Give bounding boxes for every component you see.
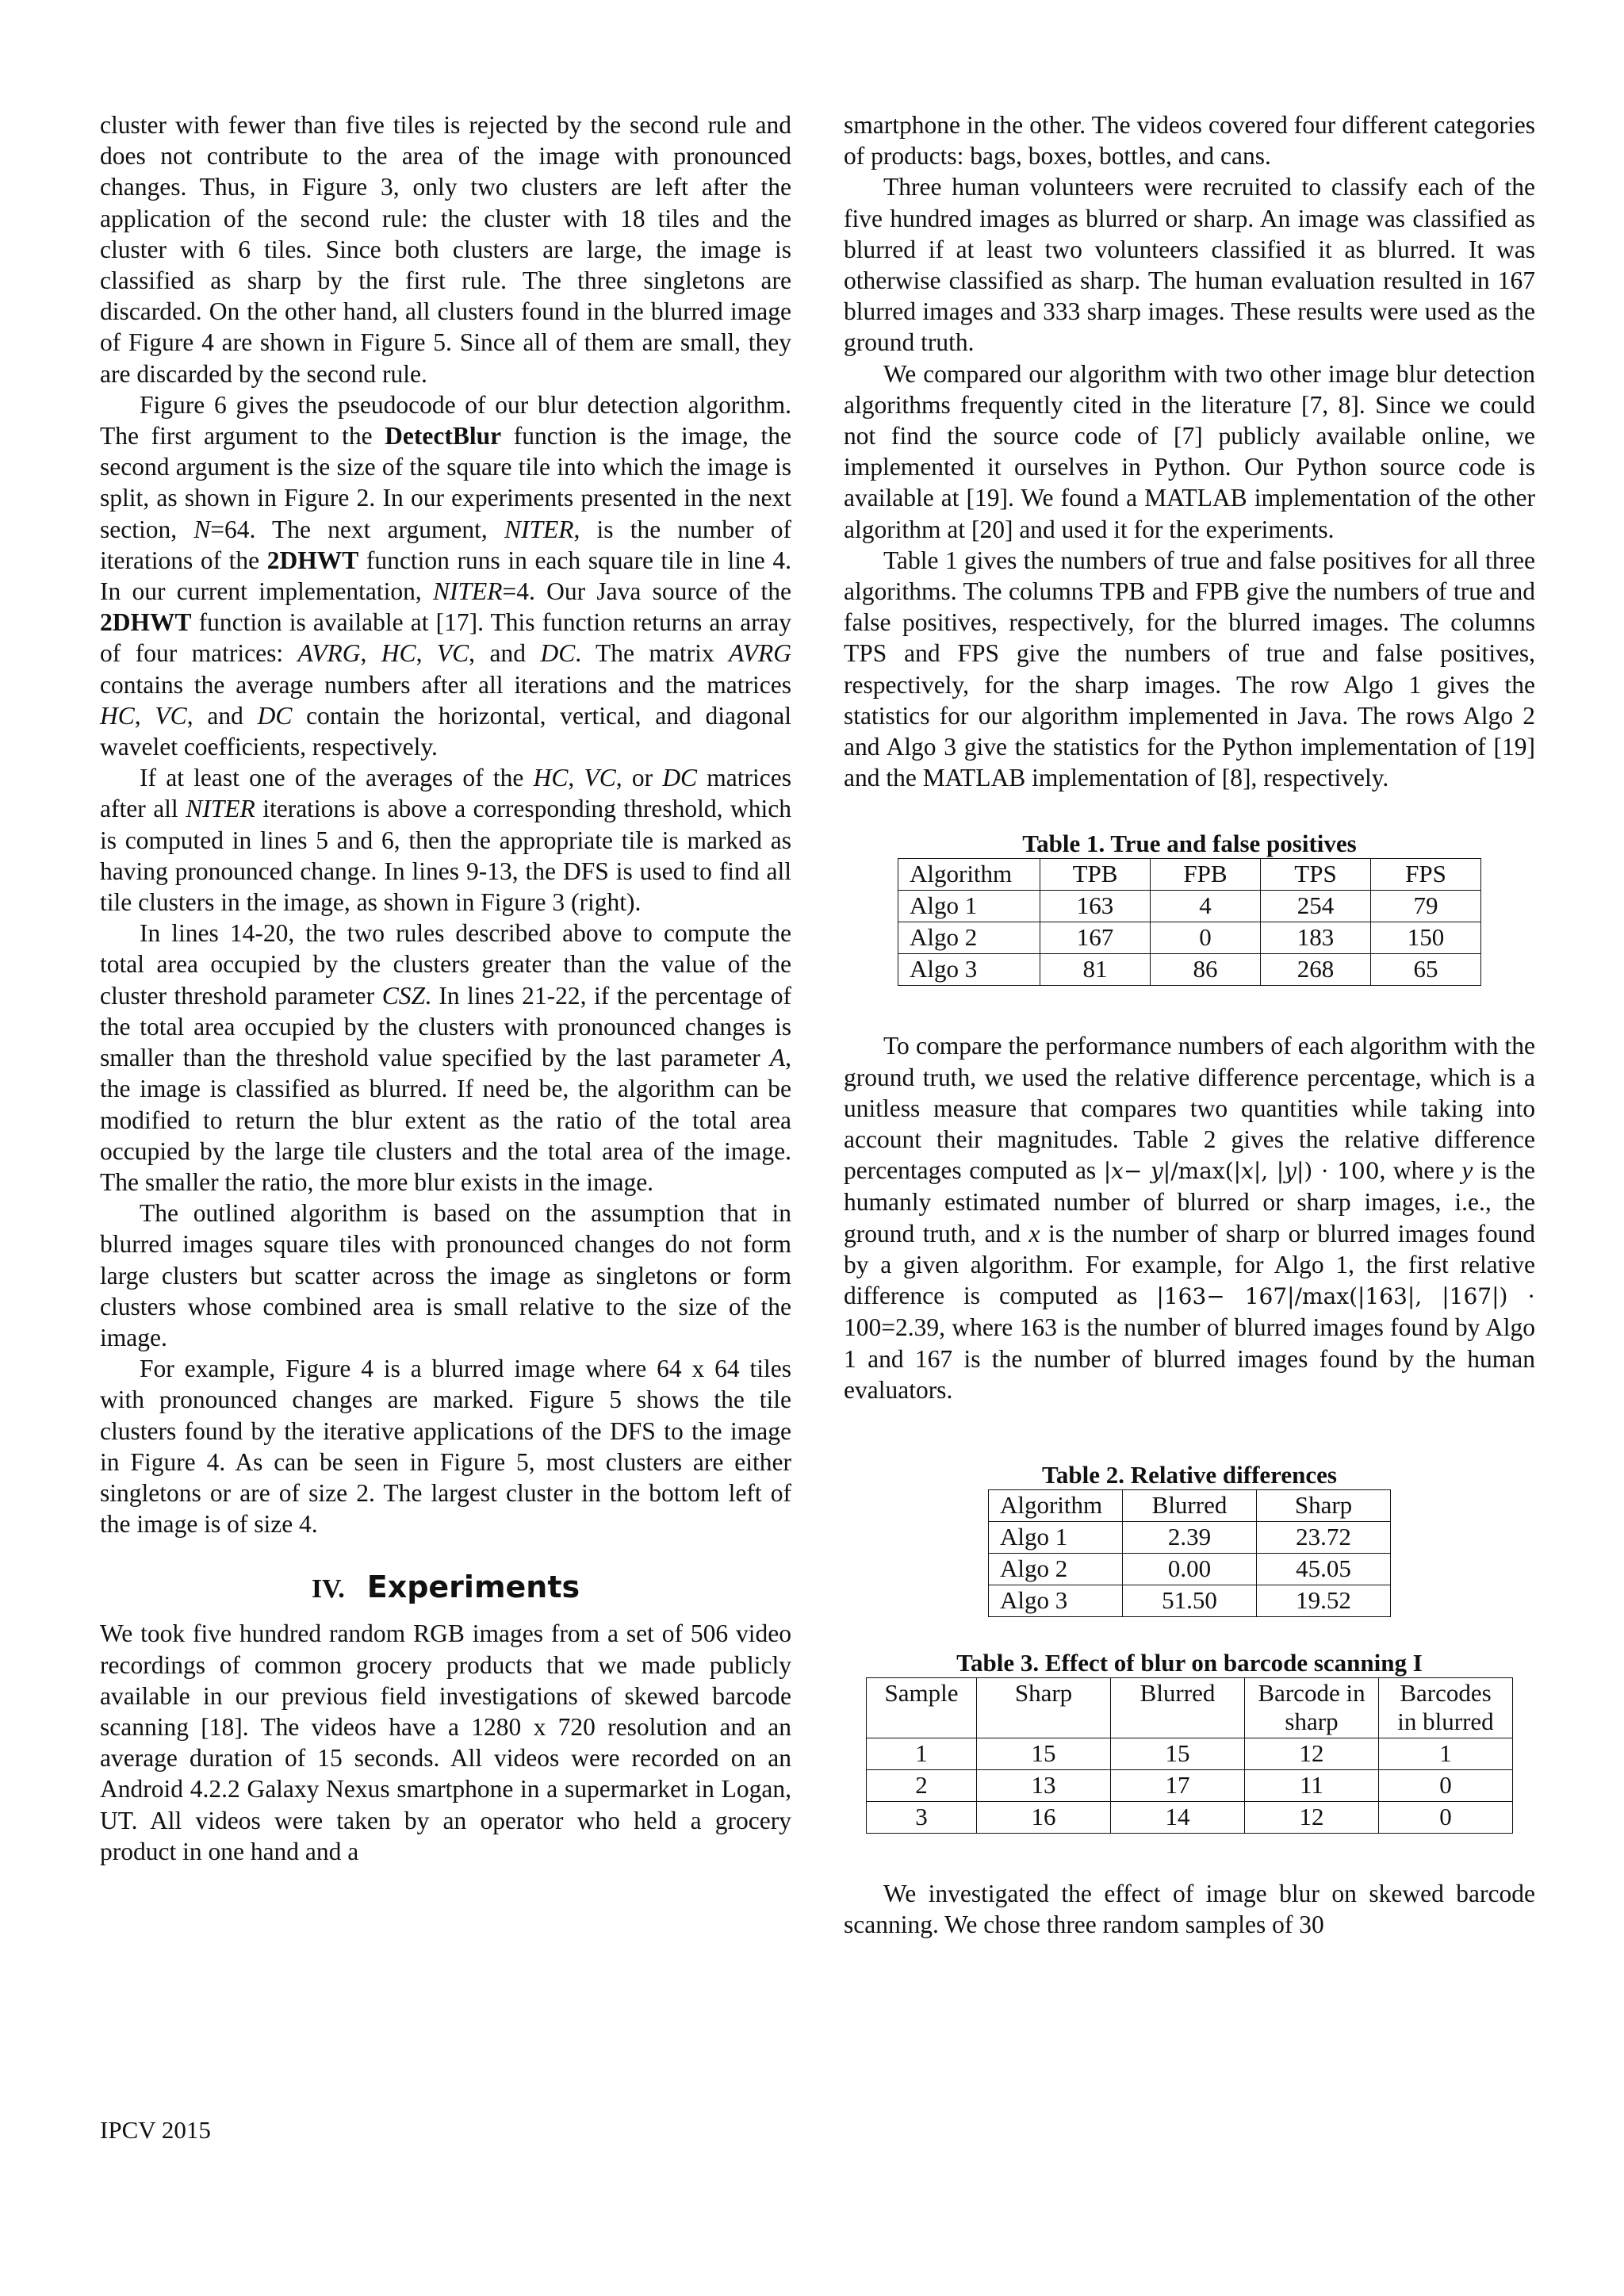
paragraph: If at least one of the averages of the HC, VC, or DC matrices after all NITER iterations is above a corresponding threshold, which is computed in lines 5 and 6, then the appropriate tile is marked as having pronounced change. In lines 9-13, the DFS is used to find all tile clusters in the image, as shown in Figure 3 (right). <box>100 764 792 917</box>
table-3 <box>844 1649 1535 1834</box>
table-row <box>898 922 1481 954</box>
table-header: TPS <box>1261 859 1371 891</box>
data-table <box>988 1489 1391 1617</box>
table-header: Sharp <box>1257 1489 1391 1521</box>
table-cell: 15 <box>1111 1738 1245 1769</box>
table-header: FPS <box>1371 859 1481 891</box>
paragraph: cluster with fewer than five tiles is rejected by the second rule and does not contribute to the area of the image with pronounced changes. Thus, in Figure 3, only two clusters are left after the application of the second rule: the cluster with 18 tiles and the cluster with 6 tiles. Since both clusters are large, the image is classified as sharp by the first rule. The three singletons are discarded. On the other hand, all clusters found in the blurred image of Figure 4 are shown in Figure 5. Since all of them are small, they are discarded by the second rule. <box>100 111 791 388</box>
table-cell: 19.52 <box>1257 1585 1391 1616</box>
table-cell: 150 <box>1371 922 1481 954</box>
table-header-row <box>867 1677 1513 1738</box>
table-cell: 86 <box>1151 954 1261 986</box>
table-caption: Table 2. Relative differences <box>1042 1460 1337 1489</box>
table-header: Sharp <box>977 1677 1111 1738</box>
table-cell: 167 <box>1040 922 1151 954</box>
paragraph: Three human volunteers were recruited to classify each of the five hundred images as blurred or sharp. An image was classified as blurred if at least two volunteers classified it as blurred. It was otherwise classified as sharp. The human evaluation resulted in 167 blurred images and 333 sharp images. These results were used as the ground truth. <box>844 173 1535 357</box>
table-header-row <box>989 1489 1391 1521</box>
table-cell: 14 <box>1111 1801 1245 1833</box>
paragraph: smartphone in the other. The videos covered four different categories of products: bags, boxes, bottles, and cans. <box>844 111 1535 171</box>
right-column <box>844 109 1535 1940</box>
section-number: IV. <box>311 1574 345 1604</box>
table-cell: 4 <box>1151 891 1261 922</box>
table-cell: Algo 1 <box>989 1521 1123 1553</box>
table-row <box>867 1801 1513 1833</box>
table-header-row <box>898 859 1481 891</box>
paragraph: To compare the performance numbers of each algorithm with the ground truth, we used the relative difference percentage, which is a unitless measure that compares two quantities while taking into account their magnitudes. Table 2 gives the relative difference percentages computed as |𝑥− 𝑦|/max(|𝑥|, |𝑦|) ⋅ 100, where y is the humanly estimated number of blurred or sharp images, i.e., the ground truth, and x is the number of sharp or blurred images found by a given algorithm. For example, for Algo 1, the first relative difference is computed as |163− 167|/max(|163|, |167|) ⋅ 100=2.39, where 163 is the number of blurred images found by Algo 1 and 167 is the number of blurred images found by the human evaluators. <box>844 1032 1536 1404</box>
table-cell: 51.50 <box>1123 1585 1257 1616</box>
table-row <box>867 1738 1513 1769</box>
table-cell: 79 <box>1371 891 1481 922</box>
table-cell: 11 <box>1245 1769 1379 1801</box>
table-2 <box>844 1461 1535 1617</box>
table-header: Blurred <box>1123 1489 1257 1521</box>
table-row <box>867 1769 1513 1801</box>
table-cell: 163 <box>1040 891 1151 922</box>
table-cell: 12 <box>1245 1801 1379 1833</box>
table-row <box>898 954 1481 986</box>
paragraph: We took five hundred random RGB images from a set of 506 video recordings of common grocery products that we made publicly available in our previous field investigations of skewed barcode scanning [18]. The videos have a 1280 x 720 resolution and an average duration of 15 seconds. All videos were recorded on an Android 4.2.2 Galaxy Nexus smartphone in a supermarket in Logan, UT. All videos were taken by an operator who held a grocery product in one hand and a <box>100 1619 791 1865</box>
table-header: Algorithm <box>989 1489 1123 1521</box>
table-cell: Algo 1 <box>898 891 1040 922</box>
paragraph: For example, Figure 4 is a blurred image where 64 x 64 tiles with pronounced changes are marked. Figure 5 shows the tile clusters found by the iterative applications of the DFS to the image in Figure 4. As can be seen in Figure 5, most clusters are either singletons or are of size 2. The largest cluster in the bottom left of the image is of size 4. <box>100 1355 791 1539</box>
table-cell: 1 <box>867 1738 977 1769</box>
table-row <box>989 1585 1391 1616</box>
paragraph: Figure 6 gives the pseudocode of our blur detection algorithm. The first argument to the DetectBlur function is the image, the second argument is the size of the square tile into which the image is split, as shown in Figure 2. In our experiments presented in the next section, N=64. The next argument, NITER, is the number of iterations of the 2DHWT function runs in each square tile in line 4. In our current implementation, NITER=4. Our Java source of the 2DHWT function is available at [17]. This function returns an array of four matrices: AVRG, HC, VC, and DC. The matrix AVRG contains the average numbers after all iterations and the matrices HC, VC, and DC contain the horizontal, vertical, and diagonal wavelet coefficients, respectively. <box>100 390 792 761</box>
table-row <box>989 1553 1391 1585</box>
section-heading <box>100 1570 791 1607</box>
table-header: Sample <box>867 1677 977 1738</box>
table-cell: Algo 2 <box>898 922 1040 954</box>
table-caption: Table 1. True and false positives <box>1022 830 1357 858</box>
table-cell: 3 <box>867 1801 977 1833</box>
table-cell: Algo 3 <box>898 954 1040 986</box>
table-cell: 183 <box>1261 922 1371 954</box>
table-cell: Algo 2 <box>989 1553 1123 1585</box>
table-cell: 16 <box>977 1801 1111 1833</box>
table-cell: Algo 3 <box>989 1585 1123 1616</box>
left-column <box>100 109 791 1867</box>
table-cell: 0 <box>1151 922 1261 954</box>
table-header: FPB <box>1151 859 1261 891</box>
table-cell: 45.05 <box>1257 1553 1391 1585</box>
data-table <box>898 858 1481 986</box>
table-row <box>898 891 1481 922</box>
paragraph: Table 1 gives the numbers of true and false positives for all three algorithms. The columns TPB and FPB give the numbers of true and false positives, respectively, for the blurred images. The columns TPS and FPS give the numbers of true and false positives, respectively, for the sharp images. The row Algo 1 gives the statistics for our algorithm implemented in Java. The rows Algo 2 and Algo 3 give the statistics for the Python implementation of [19] and the MATLAB implementation of [8], respectively. <box>844 546 1535 792</box>
table-header: Algorithm <box>898 859 1040 891</box>
table-cell: 2 <box>867 1769 977 1801</box>
table-cell: 15 <box>977 1738 1111 1769</box>
table-cell: 268 <box>1261 954 1371 986</box>
table-cell: 81 <box>1040 954 1151 986</box>
table-1 <box>844 830 1535 986</box>
table-cell: 13 <box>977 1769 1111 1801</box>
table-cell: 2.39 <box>1123 1521 1257 1553</box>
table-cell: 1 <box>1379 1738 1513 1769</box>
section-title: Experiments <box>366 1570 580 1605</box>
table-cell: 0.00 <box>1123 1553 1257 1585</box>
table-row <box>989 1521 1391 1553</box>
table-cell: 23.72 <box>1257 1521 1391 1553</box>
table-cell: 0 <box>1379 1801 1513 1833</box>
page-footer: IPCV 2015 <box>100 2116 211 2144</box>
table-header: Barcodes in blurred <box>1379 1677 1513 1738</box>
table-header: TPB <box>1040 859 1151 891</box>
paragraph: We investigated the effect of image blur on skewed barcode scanning. We chose three random samples of 30 <box>844 1879 1535 1939</box>
table-header: Blurred <box>1111 1677 1245 1738</box>
paragraph: The outlined algorithm is based on the assumption that in blurred images square tiles with pronounced changes do not form large clusters but scatter across the image as singletons or form clusters whose combined area is small relative to the size of the image. <box>100 1199 791 1351</box>
paragraph: We compared our algorithm with two other image blur detection algorithms frequently cited in the literature [7, 8]. Since we could not find the source code of [7] publicly available online, we implemented it ourselves in Python. Our Python source code is available at [19]. We found a MATLAB implementation of the other algorithm at [20] and used it for the experiments. <box>844 359 1535 543</box>
table-cell: 254 <box>1261 891 1371 922</box>
table-cell: 65 <box>1371 954 1481 986</box>
table-cell: 0 <box>1379 1769 1513 1801</box>
table-caption: Table 3. Effect of blur on barcode scanning I <box>956 1648 1423 1677</box>
data-table <box>866 1677 1513 1834</box>
table-cell: 12 <box>1245 1738 1379 1769</box>
table-header: Barcode in sharp <box>1245 1677 1379 1738</box>
table-cell: 17 <box>1111 1769 1245 1801</box>
paragraph: In lines 14-20, the two rules described above to compute the total area occupied by the clusters greater than the value of the cluster threshold parameter CSZ. In lines 21-22, if the percentage of the total area occupied by the clusters with pronounced changes is smaller than the threshold value specified by the last parameter A, the image is classified as blurred. If need be, the algorithm can be modified to return the blur extent as the ratio of the total area occupied by the large tile clusters and the total area of the image. The smaller the ratio, the more blur exists in the image. <box>100 919 791 1196</box>
